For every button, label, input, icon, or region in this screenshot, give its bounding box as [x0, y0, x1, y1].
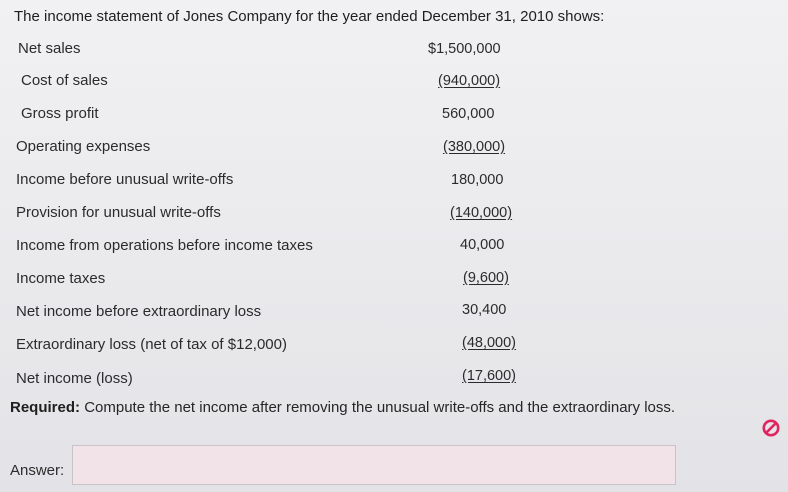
row-value-provision-unusual: (140,000) [450, 205, 513, 221]
row-value-gross-profit: 560,000 [442, 106, 495, 122]
row-label-income-from-operations: Income from operations before income taxes [16, 237, 313, 254]
row-label-operating-expenses: Operating expenses [16, 138, 151, 155]
row-value-cost-of-sales: (940,000) [438, 73, 501, 89]
row-value-extraordinary-loss: (48,000) [462, 335, 517, 351]
row-value-income-taxes: (9,600) [463, 270, 509, 286]
row-value-operating-expenses: (380,000) [443, 139, 506, 155]
answer-label: Answer: [10, 462, 65, 479]
question-title: The income statement of Jones Company for the year ended December 31, 2010 shows: [14, 8, 605, 25]
row-label-provision-unusual: Provision for unusual write-offs [16, 204, 221, 221]
row-label-net-income-before-extraordinary: Net income before extraordinary loss [16, 303, 262, 320]
row-value-net-sales: $1,500,000 [428, 41, 501, 57]
required-label: Required: [10, 399, 81, 416]
row-label-cost-of-sales: Cost of sales [21, 72, 108, 89]
answer-input[interactable] [72, 445, 676, 485]
row-label-net-income-loss: Net income (loss) [16, 370, 133, 387]
required-text: Compute the net income after removing the unusual write-offs and the extraordinary loss. [84, 399, 676, 416]
row-label-income-before-unusual: Income before unusual write-offs [16, 171, 234, 188]
required-instruction [10, 399, 675, 416]
row-value-net-income-before-extraordinary: 30,400 [462, 302, 507, 318]
invalid-circle-icon [762, 419, 780, 437]
row-value-net-income-loss: (17,600) [462, 368, 517, 384]
row-label-extraordinary-loss: Extraordinary loss (net of tax of $12,000) [16, 336, 287, 353]
row-value-income-from-operations: 40,000 [460, 237, 505, 253]
row-label-income-taxes: Income taxes [16, 270, 106, 287]
row-label-net-sales: Net sales [18, 40, 81, 57]
row-label-gross-profit: Gross profit [21, 105, 99, 122]
row-value-income-before-unusual: 180,000 [451, 172, 504, 188]
